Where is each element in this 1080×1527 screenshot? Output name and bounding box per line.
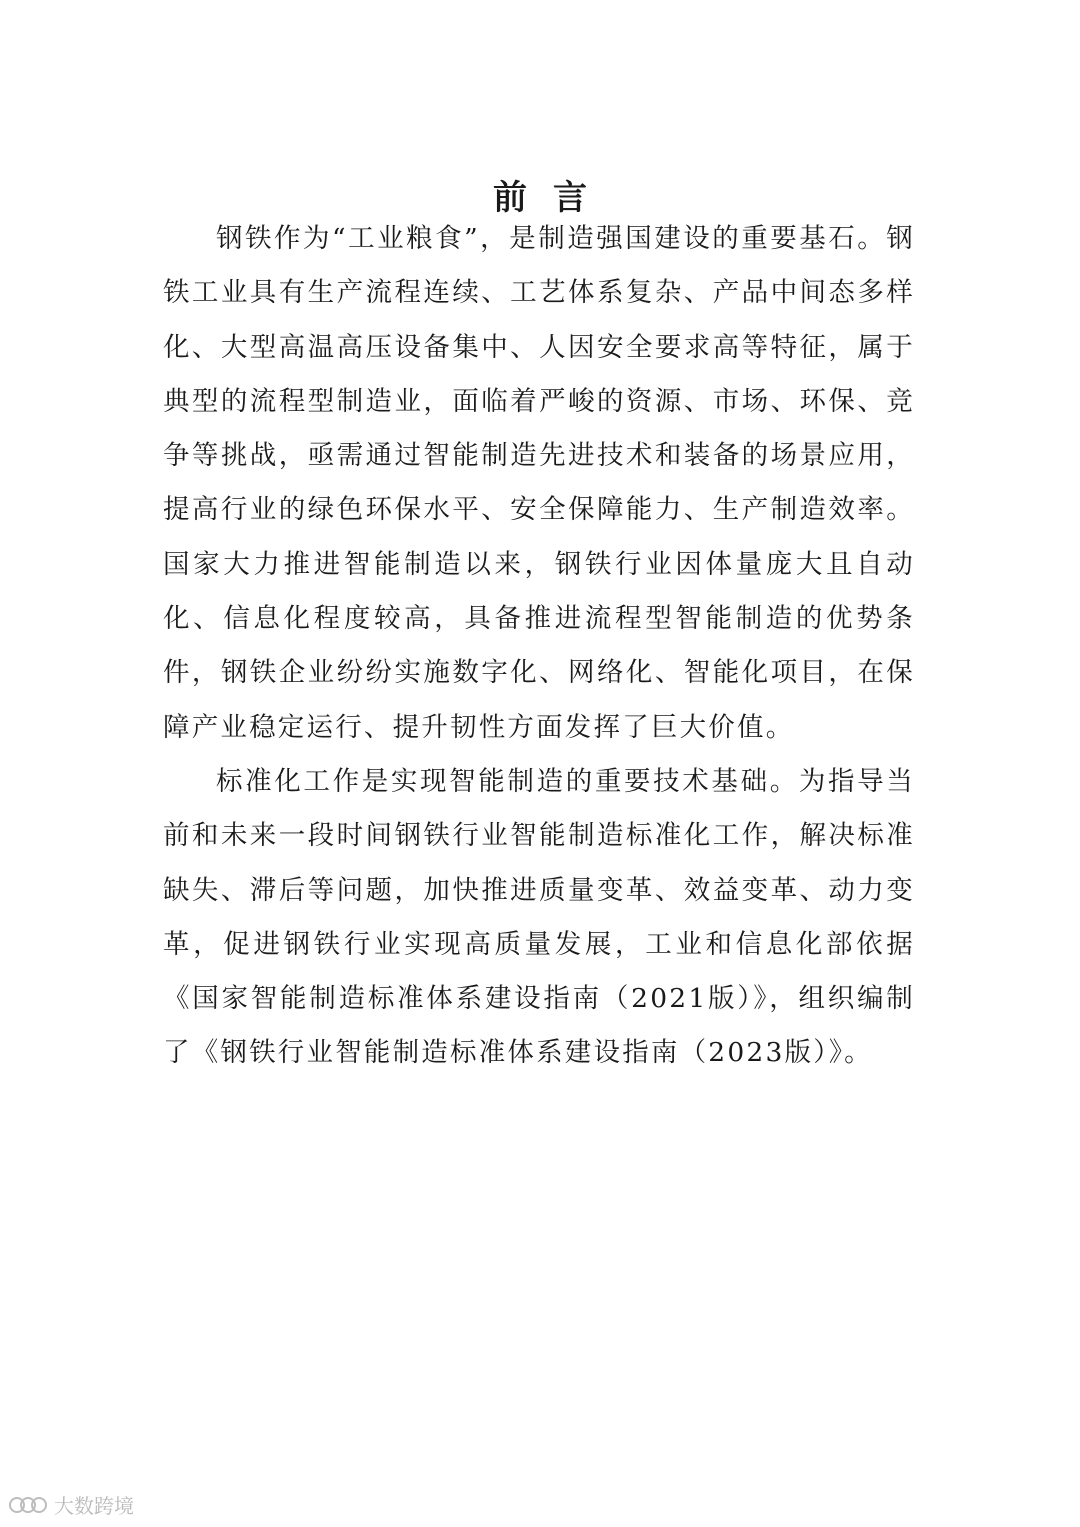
page-title: 前言 <box>493 177 613 218</box>
document-body <box>163 212 915 1081</box>
brand-logo-icon <box>8 1493 48 1517</box>
watermark-text: 大数跨境 <box>54 1494 134 1518</box>
paragraph-2: 标准化工作是实现智能制造的重要技术基础。为指导当前和未来一段时间钢铁行业智能制造标准化工作，解决标准缺失、滞后等问题，加快推进质量变革、效益变革、动力变革，促进钢铁行业实现高质量发展，工业和信息化部依据《国家智能制造标准体系建设指南（2021版）》，组织编制了《钢铁行业智能制造标准体系建设指南（2023版）》。 <box>163 765 915 1069</box>
paragraph-1: 钢铁作为“工业粮食”，是制造强国建设的重要基石。钢铁工业具有生产流程连续、工艺体系复杂、产品中间态多样化、大型高温高压设备集中、人因安全要求高等特征，属于典型的流程型制造业，面临着严峻的资源、市场、环保、竞争等挑战，亟需通过智能制造先进技术和装备的场景应用，提高行业的绿色环保水平、安全保障能力、生产制造效率。国家大力推进智能制造以来，钢铁行业因体量庞大且自动化、信息化程度较高，具备推进流程型智能制造的优势条件，钢铁企业纷纷实施数字化、网络化、智能化项目，在保障产业稳定运行、提升韧性方面发挥了巨大价值。 <box>163 223 915 743</box>
watermark <box>8 1490 134 1519</box>
